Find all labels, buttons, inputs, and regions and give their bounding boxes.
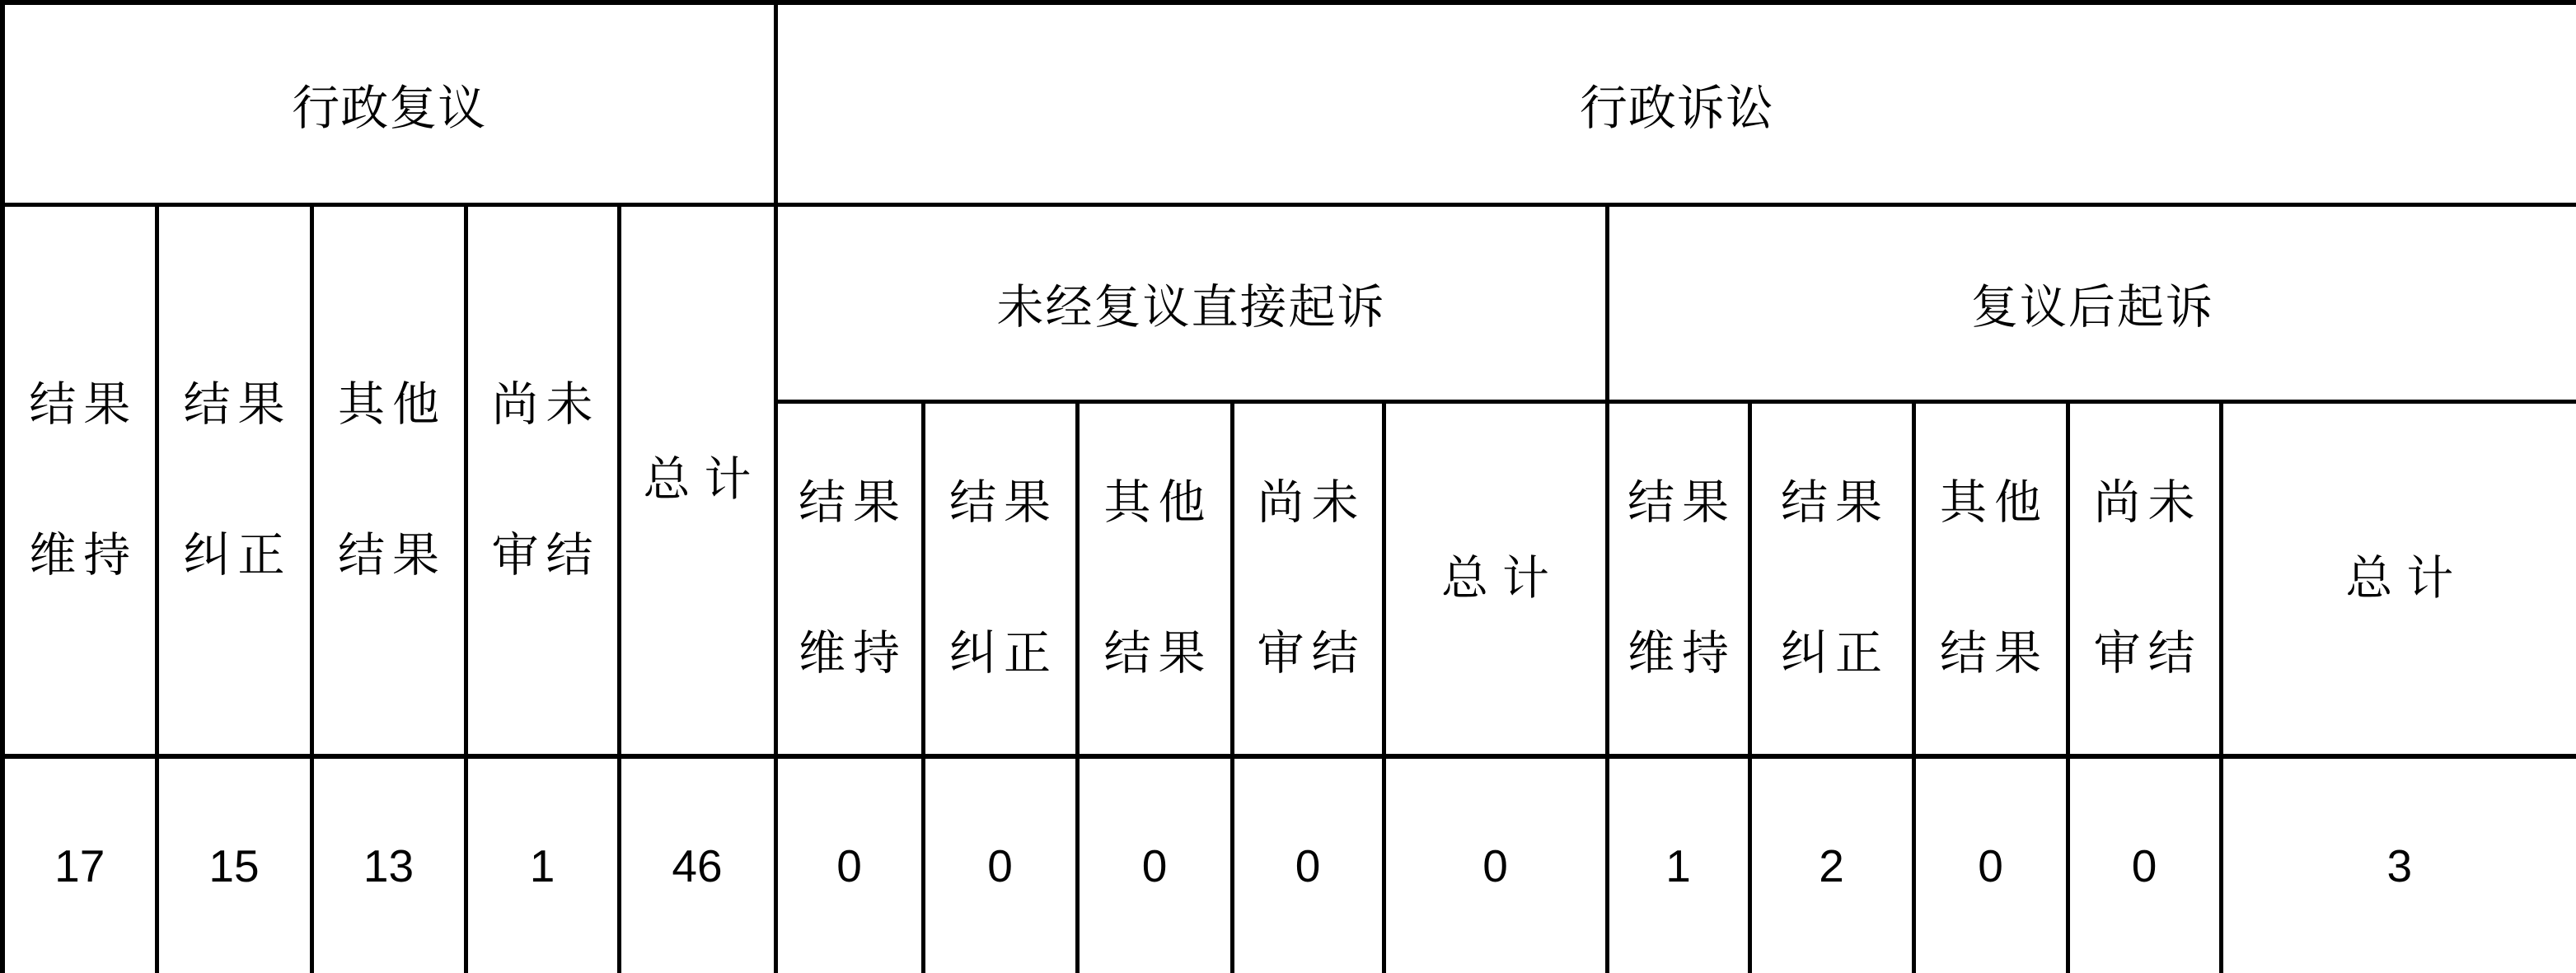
header-lines bbox=[468, 378, 617, 582]
value-direct-result-upheld: 0 bbox=[775, 756, 923, 973]
header-line: 结果 bbox=[949, 477, 1059, 530]
header-lines bbox=[1916, 477, 2066, 681]
header-direct-not-concluded bbox=[1232, 401, 1384, 756]
value-review-result-corrected: 15 bbox=[157, 756, 311, 973]
header-line: 尚未 bbox=[1257, 477, 1366, 530]
header-lines bbox=[778, 477, 921, 681]
header-line: 总计 bbox=[2345, 552, 2468, 605]
header-lines bbox=[1080, 477, 1230, 681]
group-header-suit-after-review: 复议后起诉 bbox=[1607, 204, 2576, 401]
header-line: 结果 bbox=[1940, 628, 2049, 681]
header-lines bbox=[925, 477, 1075, 681]
header-lines bbox=[1609, 477, 1748, 681]
value-review-other-result: 13 bbox=[311, 756, 466, 973]
section-header-administrative-review: 行政复议 bbox=[2, 2, 775, 204]
header-review-result-upheld bbox=[2, 204, 157, 756]
header-line: 总计 bbox=[1441, 552, 1564, 605]
section-header-administrative-litigation: 行政诉讼 bbox=[775, 2, 2576, 204]
header-after-other-result bbox=[1913, 401, 2068, 756]
header-line: 结果 bbox=[183, 378, 293, 431]
table-row-group-headers bbox=[2, 204, 2576, 401]
header-review-total bbox=[619, 204, 775, 756]
header-direct-total bbox=[1384, 401, 1607, 756]
header-review-result-corrected bbox=[157, 204, 311, 756]
header-direct-other-result bbox=[1077, 401, 1232, 756]
header-line: 纠正 bbox=[1781, 628, 1890, 681]
header-lines bbox=[1234, 477, 1382, 681]
header-line: 审结 bbox=[491, 529, 601, 582]
header-line: 结果 bbox=[799, 477, 908, 530]
header-line: 总计 bbox=[643, 454, 766, 507]
value-direct-result-corrected: 0 bbox=[923, 756, 1077, 973]
header-lines bbox=[2070, 477, 2219, 681]
header-direct-result-upheld bbox=[775, 401, 923, 756]
header-line: 纠正 bbox=[949, 628, 1059, 681]
header-line: 维持 bbox=[1628, 628, 1737, 681]
header-line: 纠正 bbox=[183, 529, 293, 582]
header-lines bbox=[5, 378, 155, 582]
value-after-total: 3 bbox=[2221, 756, 2576, 973]
value-review-total: 46 bbox=[619, 756, 775, 973]
header-line: 结果 bbox=[1628, 477, 1737, 530]
header-line: 审结 bbox=[2093, 628, 2203, 681]
header-lines bbox=[2223, 552, 2576, 605]
header-direct-result-corrected bbox=[923, 401, 1077, 756]
header-line: 维持 bbox=[29, 529, 138, 582]
value-after-result-upheld: 1 bbox=[1607, 756, 1749, 973]
header-line: 其他 bbox=[338, 378, 447, 431]
header-line: 尚未 bbox=[491, 378, 601, 431]
header-review-not-concluded bbox=[466, 204, 619, 756]
header-line: 其他 bbox=[1103, 477, 1213, 530]
group-header-direct-suit-without-review: 未经复议直接起诉 bbox=[775, 204, 1607, 401]
header-lines bbox=[314, 378, 464, 582]
header-line: 维持 bbox=[799, 628, 908, 681]
header-review-other-result bbox=[311, 204, 466, 756]
value-review-result-upheld: 17 bbox=[2, 756, 157, 973]
header-lines bbox=[159, 378, 310, 582]
table-row-values bbox=[2, 756, 2576, 973]
header-line: 结果 bbox=[29, 378, 138, 431]
header-line: 结果 bbox=[1103, 628, 1213, 681]
value-after-result-corrected: 2 bbox=[1749, 756, 1913, 973]
header-line: 审结 bbox=[1257, 628, 1366, 681]
header-lines bbox=[1752, 477, 1912, 681]
header-line: 结果 bbox=[1781, 477, 1890, 530]
header-after-not-concluded bbox=[2068, 401, 2221, 756]
header-after-result-upheld bbox=[1607, 401, 1749, 756]
header-line: 其他 bbox=[1940, 477, 2049, 530]
value-direct-not-concluded: 0 bbox=[1232, 756, 1384, 973]
header-line: 尚未 bbox=[2093, 477, 2203, 530]
header-after-result-corrected bbox=[1749, 401, 1913, 756]
header-lines bbox=[1386, 552, 1605, 605]
value-direct-total: 0 bbox=[1384, 756, 1607, 973]
header-line: 结果 bbox=[338, 529, 447, 582]
value-direct-other-result: 0 bbox=[1077, 756, 1232, 973]
value-after-other-result: 0 bbox=[1913, 756, 2068, 973]
value-review-not-concluded: 1 bbox=[466, 756, 619, 973]
header-after-total bbox=[2221, 401, 2576, 756]
table-row-section-headers bbox=[2, 2, 2576, 204]
header-lines bbox=[621, 454, 774, 507]
value-after-not-concluded: 0 bbox=[2068, 756, 2221, 973]
